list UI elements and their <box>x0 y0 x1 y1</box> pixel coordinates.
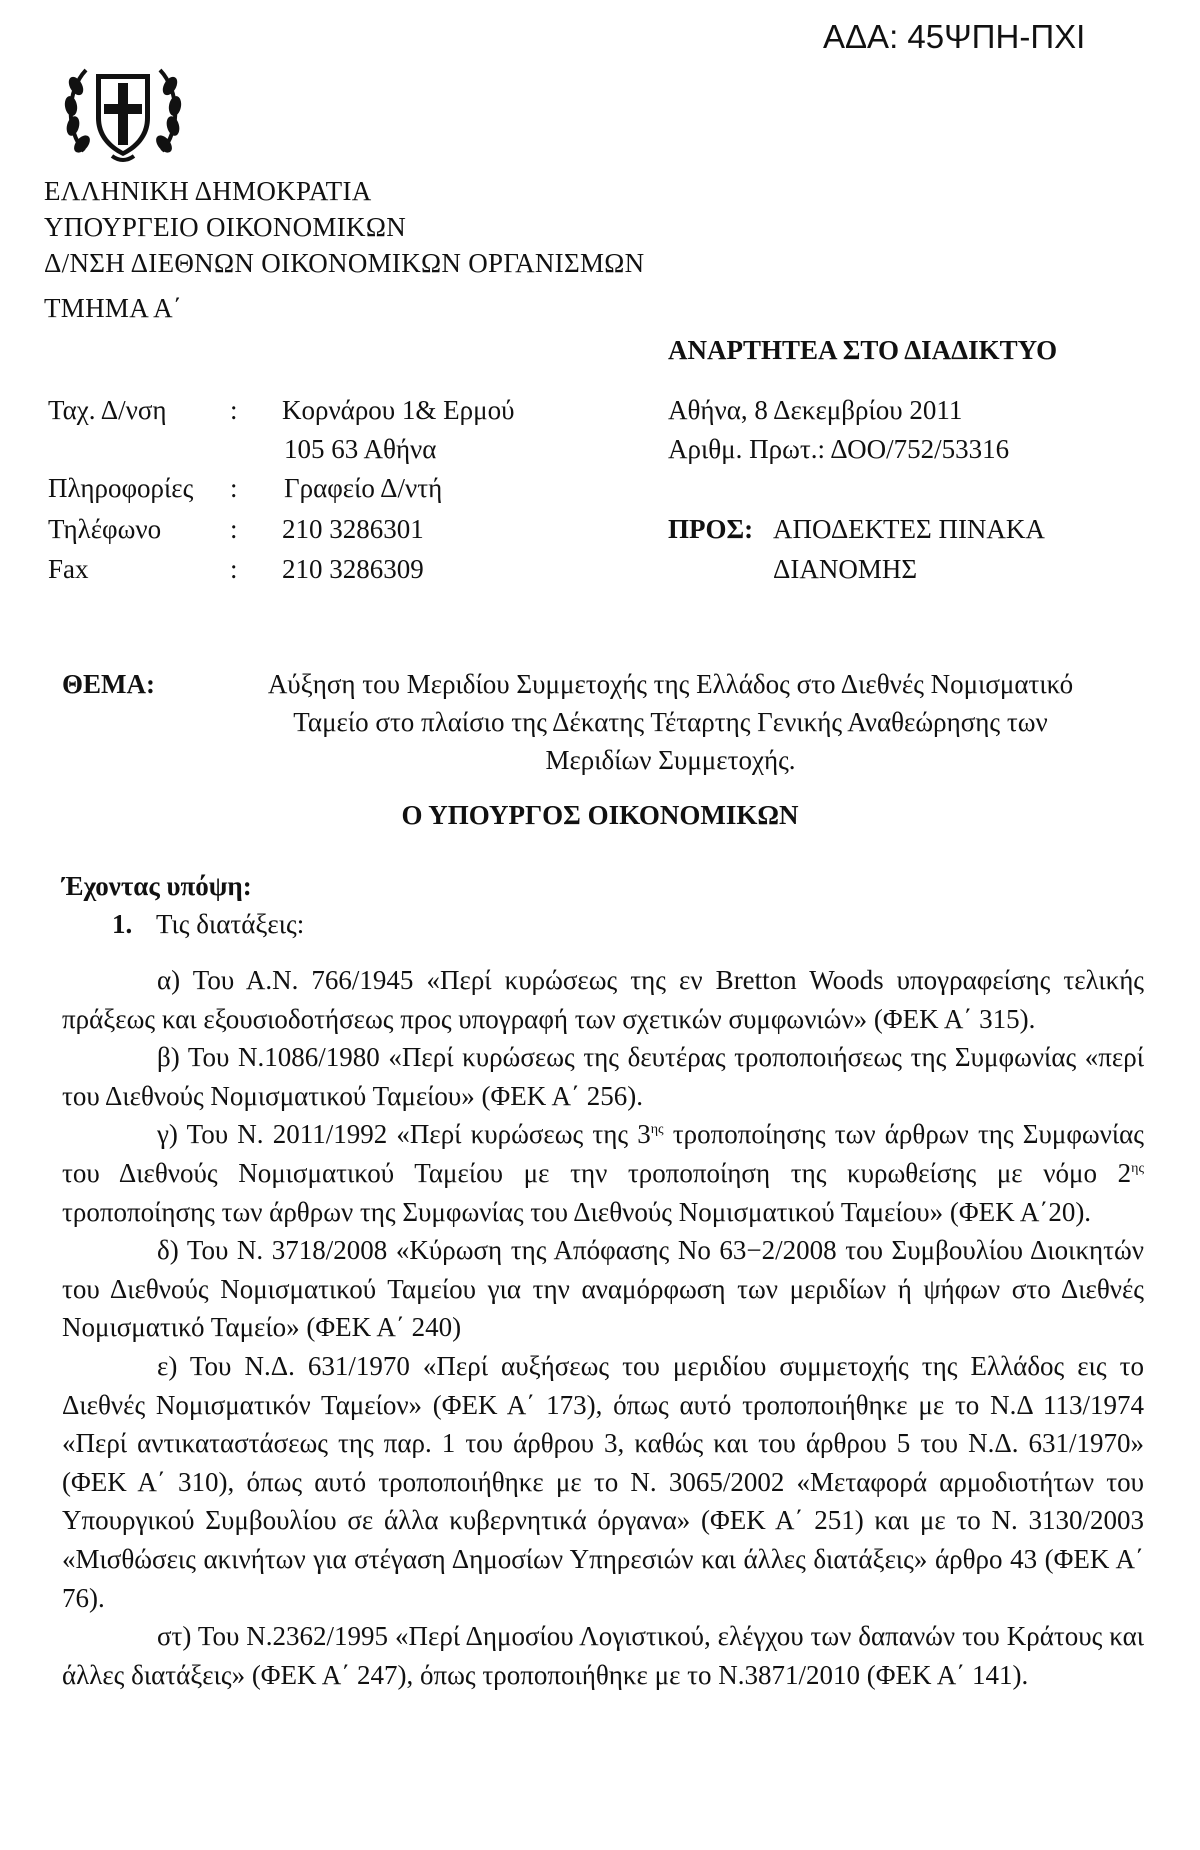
provision-c-part2: τροποποίησης των άρθρων της Συμφωνίας του Διεθνούς Νομισματικού Ταμείου με την τροποποίηση της κυρωθείσης με νόμο 2 <box>62 1119 1144 1188</box>
colon: : <box>230 554 238 584</box>
provision-d: δ) Του Ν. 3718/2008 «Κύρωση της Απόφασης Νο 63−2/2008 του Συμβουλίου Διοικητών του Διεθνούς Νομισματικού Ταμείου για την αναμόρφωση των μεριδίων ή ψήφων στο Διεθνές Νομισματικό Ταμείο» (ΦΕΚ Α΄ 240) <box>62 1235 1144 1343</box>
ordinal-suffix: ης <box>650 1122 664 1138</box>
info-value: Γραφείο Δ/ντή <box>284 473 443 503</box>
colon: : <box>230 514 238 544</box>
considering-heading: Έχοντας υπόψη: <box>62 871 252 901</box>
colon: : <box>230 473 238 503</box>
address-line1: Κορνάρου 1& Ερμού <box>282 395 515 425</box>
provision-b: β) Του Ν.1086/1980 «Περί κυρώσεως της δευτέρας τροποποιήσεως της Συμφωνίας «περί του Διεθνούς Νομισματικού Ταμείου» (ΦΕΚ Α΄ 256). <box>62 1042 1144 1111</box>
publish-note: ΑΝΑΡΤΗΤΕΑ ΣΤΟ ΔΙΑΔΙΚΤΥΟ <box>668 335 1058 365</box>
subject-line3: Μεριδίων Συμμετοχής. <box>545 745 796 775</box>
minister-heading: Ο ΥΠΟΥΡΓΟΣ ΟΙΚΟΝΟΜΙΚΩΝ <box>401 800 799 830</box>
provision-f: στ) Του Ν.2362/1995 «Περί Δημοσίου Λογιστικού, ελέγχου των δαπανών του Κράτους και άλλες διατάξεις» (ΦΕΚ Α΄ 247), όπως τροποποιήθηκε με το Ν.3871/2010 (ΦΕΚ Α΄ 141). <box>62 1621 1144 1690</box>
provision-a: α) Του Α.Ν. 766/1945 «Περί κυρώσεως της εν Bretton Woods υπογραφείσης τελικής πράξεως και εξουσιοδοτήσεως προς υπογραφή των σχετικών συμφωνιών» (ΦΕΚ Α΄ 315). <box>62 965 1144 1034</box>
provisions-list <box>62 961 1144 1694</box>
colon: : <box>230 395 238 425</box>
document-date: Αθήνα, 8 Δεκεμβρίου 2011 <box>668 395 963 425</box>
to-recipients-line2: ΔΙΑΝΟΜΗΣ <box>773 554 918 584</box>
provision-c-part3: τροποποίησης των άρθρων της Συμφωνίας του Διεθνούς Νομισματικού Ταμείου» (ΦΕΚ Α΄20). <box>62 1196 1092 1227</box>
address-line2: 105 63 Αθήνα <box>284 434 437 464</box>
item-1-number: 1. <box>112 909 133 939</box>
provision-e: ε) Του Ν.Δ. 631/1970 «Περί αυξήσεως του μεριδίου συμμετοχής της Ελλάδος εις το Διεθνές Νομισματικόν Ταμείον» (ΦΕΚ Α΄ 173), όπως αυτό τροποποιήθηκε με το Ν.Δ 113/1974 «Περί αντικαταστάσεως της παρ. 1 του άρθρου 3, καθώς και του άρθρου 5 του Ν.Δ. 631/1970» (ΦΕΚ Α΄ 310), όπως αυτό τροποποιήθηκε με το Ν. 3065/2002 «Μεταφορά αρμοδιοτήτων του Υπουργικού Συμβουλίου σε άλλα κυβερνητικά όργανα» (ΦΕΚ Α΄ 251) και με το Ν. 3130/2003 «Μισθώσεις ακινήτων για στέγαση Δημοσίων Υπηρεσιών και άλλες διατάξεις» άρθρο 43 (ΦΕΚ Α΄ 76). <box>62 1350 1144 1613</box>
provision-c <box>62 1115 1144 1231</box>
subject-block <box>62 665 1144 779</box>
subject-line1: Αύξηση του Μεριδίου Συμμετοχής της Ελλάδος στο Διεθνές Νομισματικό <box>267 669 1074 699</box>
to-recipients-line1: ΑΠΟΔΕΚΤΕΣ ΠΙΝΑΚΑ <box>773 514 1045 544</box>
org-line-ministry: ΥΠΟΥΡΓΕΙΟ ΟΙΚΟΝΟΜΙΚΩΝ <box>44 212 406 242</box>
provision-c-part1: γ) Του Ν. 2011/1992 «Περί κυρώσεως της 3 <box>157 1119 651 1150</box>
subject-line2: Ταμείο στο πλαίσιο της Δέκατης Τέταρτης Γενικής Αναθεώρησης των <box>293 707 1048 737</box>
protocol-number: Αριθμ. Πρωτ.: ΔΟΟ/752/53316 <box>668 434 1010 464</box>
ordinal-suffix: ης <box>1131 1160 1144 1176</box>
fax-value: 210 3286309 <box>282 554 424 584</box>
to-label: ΠΡΟΣ: <box>668 514 754 544</box>
phone-label: Τηλέφωνο <box>48 514 162 544</box>
ada-code: ΑΔΑ: 45ΨΠΗ-ΠΧΙ <box>823 18 1086 55</box>
address-label: Ταχ. Δ/νση <box>48 395 167 425</box>
info-label: Πληροφορίες <box>48 473 194 503</box>
org-line-directorate: Δ/ΝΣΗ ΔΙΕΘΝΩΝ ΟΙΚΟΝΟΜΙΚΩΝ ΟΡΓΑΝΙΣΜΩΝ <box>44 248 645 278</box>
org-line-department: ΤΜΗΜΑ Α΄ <box>44 293 183 323</box>
org-line-republic: ΕΛΛΗΝΙΚΗ ΔΗΜΟΚΡΑΤΙΑ <box>44 176 372 206</box>
subject-label: ΘΕΜΑ: <box>62 669 155 699</box>
fax-label: Fax <box>48 554 89 584</box>
greek-emblem-icon <box>64 56 182 164</box>
item-1-text: Τις διατάξεις: <box>156 909 305 939</box>
phone-value: 210 3286301 <box>282 514 424 544</box>
